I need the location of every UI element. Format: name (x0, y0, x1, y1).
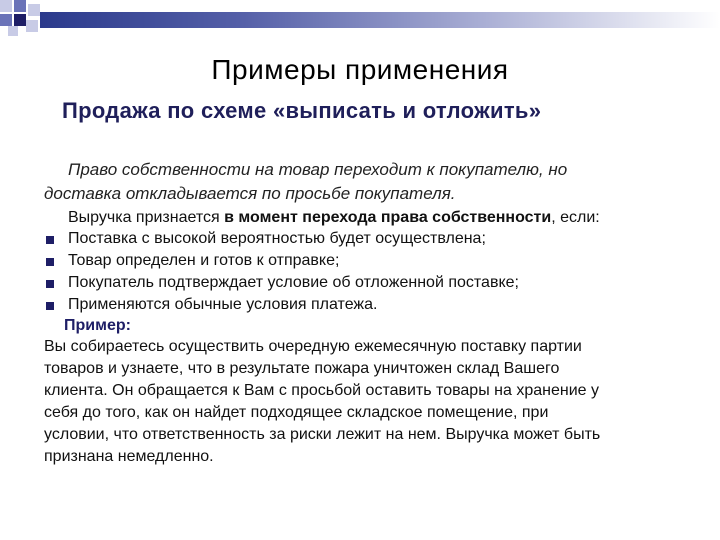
bullet-square-icon (46, 258, 54, 266)
bullet-square-icon (46, 236, 54, 244)
list-item-text: Применяются обычные условия платежа. (68, 296, 378, 313)
revenue-prefix: Выручка признается (68, 209, 225, 226)
example-label: Пример: (64, 317, 131, 334)
revenue-condition (68, 207, 600, 229)
intro-text (44, 158, 694, 206)
list-item-text: Поставка с высокой вероятностью будет осуществлена; (68, 230, 486, 247)
list-item (44, 272, 519, 294)
example-text: Вы собираетесь осуществить очередную ежемесячную поставку партии товаров и узнаете, что в результате пожара уничтожен склад Вашего клиента. Он обращается к Вам с просьбой оставить товары на хранение у себя до того, как он найдет подходящее складское помещение, при условии, что ответственность за риски лежит на нем. Выручка может быть признана немедленно. (44, 338, 601, 465)
list-item-text: Покупатель подтверждает условие об отложенной поставке; (68, 274, 519, 291)
bullet-square-icon (46, 302, 54, 310)
conditions-list (44, 228, 519, 316)
intro-line-2: доставка откладывается по просьбе покупателя. (44, 184, 456, 203)
revenue-bold: в момент перехода права собственности (224, 209, 552, 226)
intro-line-1: Право собственности на товар переходит к покупателю, но (68, 160, 568, 179)
list-item-text: Товар определен и готов к отправке; (68, 252, 340, 269)
list-item (44, 250, 519, 272)
slide-subtitle: Продажа по схеме «выписать и отложить» (62, 98, 542, 123)
slide-title: Примеры применения (211, 54, 509, 85)
header-decoration (0, 0, 720, 40)
revenue-suffix: , если: (551, 209, 600, 226)
list-item (44, 294, 519, 316)
gradient-bar (40, 12, 720, 28)
bullet-square-icon (46, 280, 54, 288)
list-item (44, 228, 519, 250)
